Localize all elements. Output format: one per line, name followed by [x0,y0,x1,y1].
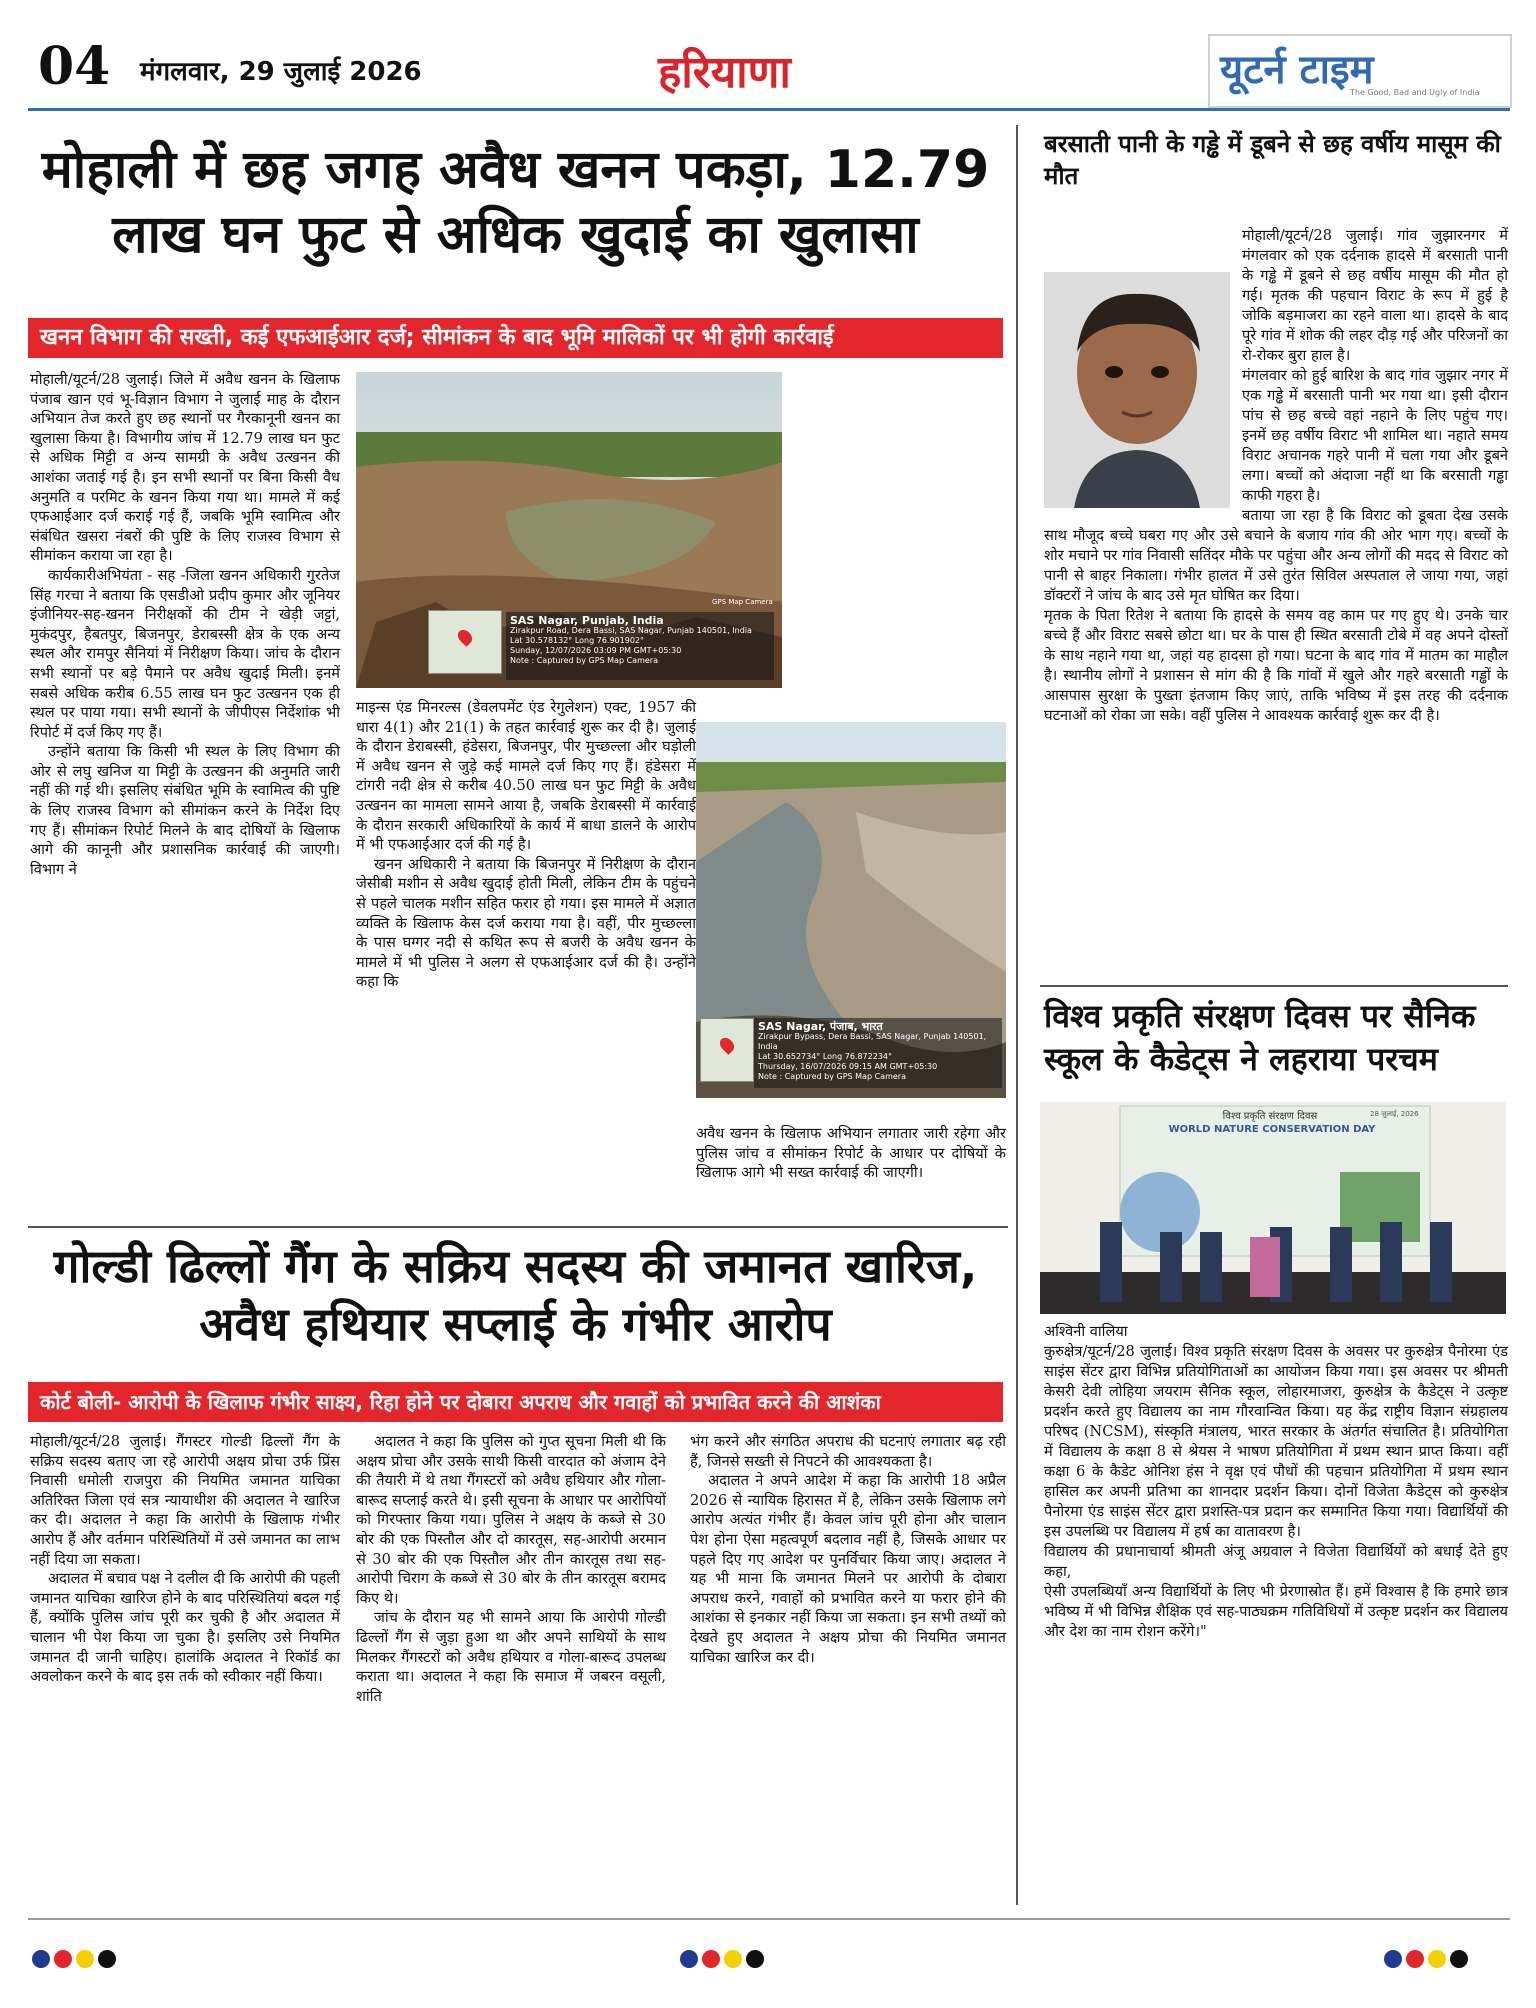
mining-site-photo-2 [696,722,1006,1098]
gps-timestamp: Thursday, 16/07/2026 09:15 AM GMT+05:30 [758,1062,938,1071]
color-dots-left [32,1950,116,1968]
story1-headline: मोहाली में छह जगह अवैध खनन पकड़ा, 12.79 लाख घन फुट से अधिक खुदाई का खुलासा [41,140,990,265]
registration-dot [1428,1950,1446,1968]
gps-coordinates: Lat 30.652734° Long 76.872234° [758,1052,893,1061]
event-banner-hindi: विश्व प्रकृति संरक्षण दिवस [1222,1111,1318,1122]
column-divider [1016,125,1018,1905]
story2-column-1 [30,1432,340,1687]
story-divider [28,1226,1008,1228]
gps-address: Zirakpur Bypass, Dera Bassi, SAS Nagar, Punjab 140501, India [758,1032,987,1051]
event-banner-date: 28 जुलाई, 2026 [1370,1110,1419,1118]
story1-para: उन्होंने बताया कि किसी भी स्थल के लिए विभाग की ओर से लघु खनिज या मिट्टी के उत्खनन की अनुमति जारी नहीं की गई थी। इसलिए संबंधित भूमि के स्वामित्व की पुष्टि के लिए राजस्व विभाग को सीमांकन करने के निर्देश दिए गए हैं। सीमांकन रिपोर्ट मिलने के बाद दोषियों के खिलाफ आगे की कानूनी और प्रशासनिक कार्रवाई की जाएगी। विभाग ने [30,743,340,878]
story2-subhead: कोर्ट बोली- आरोपी के खिलाफ गंभीर साक्ष्य, रिहा होने पर दोबारा अपराध और गवाहों को प्रभावित करने की आशंका [28,1382,1003,1422]
story2-para: जांच के दौरान यह भी सामने आया कि आरोपी गोल्डी ढिल्लों गैंग से जुड़ा हुआ था और अपने साथियों के साथ मिलकर गैंगस्टरों को अवैध हथियार व गोला-बारूद उपलब्ध कराता था। अदालत ने कहा कि समाज में जबरन वसूली, शांति [356,1609,666,1705]
story2-para: भंग करने और संगठित अपराध की घटनाएं लगातार बढ़ रही हैं, जिनसे सख्ती से निपटने की आवश्यकता है। [690,1433,1006,1470]
story3-para: बताया जा रहा है कि विराट को डूबता देख उसके साथ मौजूद बच्चे घबरा गए और उसे बचाने के बजाय गांव की ओर भाग गए। बच्चों के शोर मचाने पर गांव निवासी सतिंदर मौके पर पहुंचा और अन्य लोगों की मदद से विराट को पानी से बाहर निकाला। गंभीर हालत में उसे तुरंत सिविल अस्पताल ले जाया गया, जहां डॉक्टरों ने जांच के बाद उसे मृत घोषित कर दिया। [1044,507,1508,604]
story2-para: मोहाली/यूटर्न/28 जुलाई। गैंगस्टर गोल्डी ढिल्लों गैंग के सक्रिय सदस्य बताए जा रहे आरोपी अक्षय प्रोचा उर्फ प्रिंस निवासी धमोली राजपुरा की नियमित जमानत याचिका अतिरिक्त जिला एवं सत्र न्यायाधीश की अदालत ने खारिज कर दी। अदालत ने कहा कि आरोपी के खिलाफ गंभीर आरोप हैं और वर्तमान परिस्थितियों में उसे जमानत का लाभ नहीं दिया जा सकता। [30,1433,340,1568]
child-portrait-image [1044,272,1230,508]
masthead-logo [1208,34,1512,108]
registration-dot [1384,1950,1402,1968]
color-dots-center [680,1950,764,1968]
gps-coordinates: Lat 30.578132° Long 76.901902° [510,636,645,645]
mini-map [428,610,502,674]
story1-column-3 [696,1124,1006,1183]
registration-dot [702,1950,720,1968]
story4-byline: अश्विनी वालिया [1044,1323,1128,1340]
story1-column-2 [356,698,696,992]
story3-para: मृतक के पिता रितेश ने बताया कि हादसे के समय वह काम पर गए हुए थे। उनके चार बच्चे हैं और विराट सबसे छोटा था। घर के पास ही स्थित बरसाती टोबे में वह अपने दोस्तों के साथ नहाने गया था, जहां यह हादसा हो गया। घटना के बाद गांव में मातम का माहौल है। स्थानीय लोगों ने प्रशासन से मांग की है कि गांवों में खुले और गहरे बरसाती गड्ढों के आसपास सुरक्षा के पुख्ता इंतजाम किए जाएं, ताकि भविष्य में इस तरह की दर्दनाक घटनाओं को रोका जा सके। वहीं पुलिस ने आवश्यक कार्रवाई शुरू कर दी है। [1044,607,1508,724]
registration-dot [76,1950,94,1968]
story2-headline: गोल्डी ढिल्लों गैंग के सक्रिय सदस्य की जमानत खारिज, अवैध हथियार सप्लाई के गंभीर आरोप [53,1239,978,1351]
story1-para: खनन अधिकारी ने बताया कि बिजनपुर में निरीक्षण के दौरान जेसीबी मशीन से अवैध खुदाई होती मिली, लेकिन टीम के पहुंचने से पहले चालक मशीन सहित फरार हो गया। इस मामले में अज्ञात व्यक्ति के खिलाफ केस दर्ज कराया गया है। वहीं, पीर मुच्छल्ला के पास घग्गर नदी से कथित रूप से बजरी के अवैध खनन के मामले में भी पुलिस ने अलग से एफआईआर दर्ज की है। उन्होंने कहा कि [356,855,696,991]
story1-subhead: खनन विभाग की सख्ती, कई एफआईआर दर्ज; सीमांकन के बाद भूमि मालिकों पर भी होगी कार्रवाई [28,318,1003,358]
registration-dot [98,1950,116,1968]
story4-body [1044,1322,1508,1642]
story1-para: कार्यकारीअभियंता - सह -जिला खनन अधिकारी गुरतेज सिंह गरचा ने बताया कि एसडीओ प्रदीप कुमार और जूनियर इंजीनियर-सह-खनन निरीक्षकों की टीम ने खेड़ी जट्टां, मुकंदपुर, हैबतपुर, बिजनपुर, डेराबस्सी क्षेत्र के एक अन्य स्थल और रामपुर सैनियां में निरीक्षण किया। जांच के दौरान सभी स्थानों पर बड़े पैमाने पर अवैध खुदाई मिली। इनमें सबसे अधिक करीब 6.55 लाख घन फुट उत्खनन एक ही स्थल पर पाया गया। सभी स्थानों के जीपीएस निर्देशांक भी रिपोर्ट में दर्ज किए गए हैं। [30,566,340,741]
story1-column-1 [30,370,340,879]
mining-site-photo-1 [356,372,782,688]
story1-para: मोहाली/यूटर्न/28 जुलाई। जिले में अवैध खनन के खिलाफ पंजाब खान एवं भू-विज्ञान विभाग ने जुलाई माह के दौरान अभियान तेज करते हुए छह स्थानों पर गैरकानूनी खनन का खुलासा किया है। विभागीय जांच में 12.79 लाख घन फुट से अधिक मिट्टी व अन्य सामग्री के अवैध उत्खनन की आशंका जताई गई है। इन सभी स्थानों पर बिना किसी वैध अनुमति व परमिट के खनन किया गया था। मामले में कई एफआईआर दर्ज कराई गई हैं, जबकि भूमि स्वामित्व और संबंधित खसरा नंबरों की पुष्टि के लिए राजस्व विभाग से सीमांकन कराया जा रहा है। [30,371,340,565]
award-event-photo [1040,1102,1506,1314]
story1-para: अवैध खनन के खिलाफ अभियान लगातार जारी रहेगा और पुलिस जांच व सीमांकन रिपोर्ट के आधार पर दोषियों के खिलाफ आगे भी सख्त कार्रवाई की जाएगी। [696,1125,1006,1182]
story2-column-2 [356,1432,666,1706]
story2-para: अदालत में बचाव पक्ष ने दलील दी कि आरोपी की पहली जमानत याचिका खारिज होने के बाद परिस्थितियां बदल गई हैं, क्योंकि पुलिस जांच पूरी कर चुकी है और अदालत में चालान भी पेश किया जा चुका है। इसलिए उसे नियमित जमानत दी जानी चाहिए। हालांकि अदालत ने रिकॉर्ड का अवलोकन करने के बाद इस तर्क को स्वीकार नहीं किया। [30,1570,340,1686]
story2-para: अदालत ने अपने आदेश में कहा कि आरोपी 18 अप्रैल 2026 से न्यायिक हिरासत में है, लेकिन उसके खिलाफ लगे आरोप अत्यंत गंभीर हैं। केवल जांच पूरी होना और चालान पेश होना ऐसा महत्वपूर्ण बदलाव नहीं है, जिसके आधार पर पहले दिए गए आदेश पर पुनर्विचार किया जाए। अदालत ने यह भी माना कि जमानत मिलने पर आरोपी के दोबारा अपराध करने, गवाहों को प्रभावित करने या फरार होने की आशंका से इनकार नहीं किया जा सकता। इन सभी तथ्यों को देखते हुए अदालत ने अक्षय प्रोचा की नियमित जमानत याचिका खारिज कर दी। [690,1472,1006,1666]
story4-para: ऐसी उपलब्धियाँ अन्य विद्यार्थियों के लिए भी प्रेरणास्रोत हैं। हमें विश्वास है कि हमारे छात्र भविष्य में भी विभिन्न शैक्षिक एवं सह-पाठ्यक्रम गतिविधियों में उत्कृष्ट प्रदर्शन कर विद्यालय और देश का नाम रोशन करेंगे।" [1044,1583,1508,1640]
gps-badge: GPS Map Camera [712,598,773,606]
story3-intro-top [1044,226,1508,726]
gps-note: Note : Captured by GPS Map Camera [510,656,658,665]
story3-intro: मोहाली/यूटर्न/28 जुलाई। गांव जुझारनगर में मंगलवार को एक दर्दनाक हादसे में बरसाती पानी के गड्ढे में डूबने से छह वर्षीय मासूम की मौत हो गई। मृतक की पहचान विराट के रूप में हुई है जोकि बड़माजरा का रहने वाला था। हादसे के बाद पूरे गांव में शोक की लहर दौड़ गई और परिजनों का रो-रोकर बुरा हाल है। [1242,227,1508,364]
event-banner-english: WORLD NATURE CONSERVATION DAY [1168,1124,1376,1135]
gps-note: Note : Captured by GPS Map Camera [758,1072,906,1081]
registration-dot [54,1950,72,1968]
registration-dot [1406,1950,1424,1968]
story2-column-3 [690,1432,1006,1667]
child-photo [1044,272,1230,508]
gps-timestamp: Sunday, 12/07/2026 03:09 PM GMT+05:30 [510,646,682,655]
mini-map [700,1018,754,1082]
story2-para: अदालत ने कहा कि पुलिस को गुप्त सूचना मिली थी कि अक्षय प्रोचा और उसके साथी किसी वारदात को अंजाम देने की तैयारी में थे तथा गैंगस्टरों को अवैध हथियार और गोला-बारूद सप्लाई करते थे। इसी सूचना के आधार पर आरोपियों को गिरफ्तार किया गया। पुलिस ने अक्षय के कब्जे से 30 बोर की एक पिस्तौल और दो कारतूस, सह-आरोपी अरमान से 30 बोर की एक पिस्तौल और तीन कारतूस तथा सह-आरोपी चिराग के कब्जे से 30 बोर के तीन कारतूस बरामद किए थे। [356,1433,666,1607]
story4-headline: विश्व प्रकृति संरक्षण दिवस पर सैनिक स्कूल के कैडेट्स ने लहराया परचम [1044,997,1476,1079]
registration-dot [1450,1950,1468,1968]
issue-date: मंगलवार, 29 जुलाई 2026 [140,57,422,87]
map-pin-icon [455,627,475,647]
registration-dot [746,1950,764,1968]
story3-headline: बरसाती पानी के गड्ढे में डूबने से छह वर्षीय मासूम की मौत [1044,130,1501,191]
gps-caption [506,612,774,680]
registration-dot [680,1950,698,1968]
registration-dot [32,1950,50,1968]
gps-address: Zirakpur Road, Dera Bassi, SAS Nagar, Punjab 140501, India [510,626,752,635]
story1-para: माइन्स एंड मिनरल्स (डेवलपमेंट एंड रेगुलेशन) एक्ट, 1957 की धारा 4(1) और 21(1) के तहत कार्रवाई शुरू कर दी है। जुलाई के दौरान डेराबस्सी, हंडेसरा, बिजनपुर, पीर मुच्छल्ला और घड़ोली में अवैध खनन से जुड़े कई मामले दर्ज किए गए हैं। हंडेसरा में टांगरी नदी क्षेत्र से करीब 40.50 लाख घन फुट मिट्टी के अवैध उत्खनन का मामला सामने आया है, जबकि डेराबस्सी में कार्रवाई के दौरान सरकारी अधिकारियों के कार्य में बाधा डालने के आरोप में भी एफआईआर दर्ज की गई है। [356,699,696,854]
story4-para: विद्यालय की प्रधानाचार्या श्रीमती अंजू अग्रवाल ने विजेता विद्यार्थियों को बधाई देते हुए कहा, [1044,1543,1508,1580]
map-pin-icon [717,1035,737,1055]
logo-tagline: The Good, Bad and Ugly of India [1350,88,1480,97]
story-divider [1040,985,1508,987]
page-number: 04 [38,36,111,97]
footer-rule [28,1918,1510,1920]
story3-para: मंगलवार को हुई बारिश के बाद गांव जुझार नगर में एक गड्ढे में बरसाती पानी भर गया था। इसी दौरान पांच से छह बच्चे वहां नहाने के लिए पहुंच गए। इनमें छह वर्षीय विराट भी शामिल था। नहाते समय विराट अचानक गहरे पानी में चला गया और डूबने लगा। बच्चों को अंदाजा नहीं था कि बरसाती गड्ढा काफी गहरा है। [1242,367,1508,504]
logo-text: यूटर्न टाइम [1220,46,1374,93]
gps-caption [754,1018,1002,1088]
gps-location: SAS Nagar, पंजाब, भारत [758,1020,883,1033]
page-header [28,28,1510,111]
section-title: हरियाणा [658,47,791,98]
color-dots-right [1384,1950,1468,1968]
story4-para: कुरुक्षेत्र/यूटर्न/28 जुलाई। विश्व प्रकृति संरक्षण दिवस के अवसर पर कुरुक्षेत्र पैनोरमा एंड साइंस सेंटर द्वारा विभिन्न प्रतियोगिताओं का आयोजन किया गया। इस अवसर पर श्रीमती केसरी देवी लोहिया जयराम सैनिक स्कूल, लोहारमाजरा, कुरुक्षेत्र के कैडेट्स ने उत्कृष्ट प्रदर्शन करते हुए विद्यालय का नाम गौरवान्वित किया। यह केंद्र राष्ट्रीय विज्ञान संग्रहालय परिषद (NCSM), संस्कृति मंत्रालय, भारत सरकार के अंतर्गत संचालित है। प्रतियोगिता में विद्यालय के कक्षा 8 से श्रेयस ने भाषण प्रतियोगिता में प्रथम स्थान प्राप्त किया। वहीं कक्षा 6 के कैडेट ओनिश हंस ने वृक्ष एवं पौधों की पहचान प्रतियोगिता में प्रथम स्थान हासिल कर अपनी प्रतिभा का शानदार प्रदर्शन किया। दोनों विजेता कैडेट्स को कुरुक्षेत्र पैनोरमा एंड साइंस सेंटर द्वारा प्रशस्ति-पत्र प्रदान कर सम्मानित किया गया। विद्यार्थियों की इस उपलब्धि पर विद्यालय में हर्ष का वातावरण है। [1044,1343,1508,1540]
gps-location: SAS Nagar, Punjab, India [510,614,664,627]
registration-dot [724,1950,742,1968]
